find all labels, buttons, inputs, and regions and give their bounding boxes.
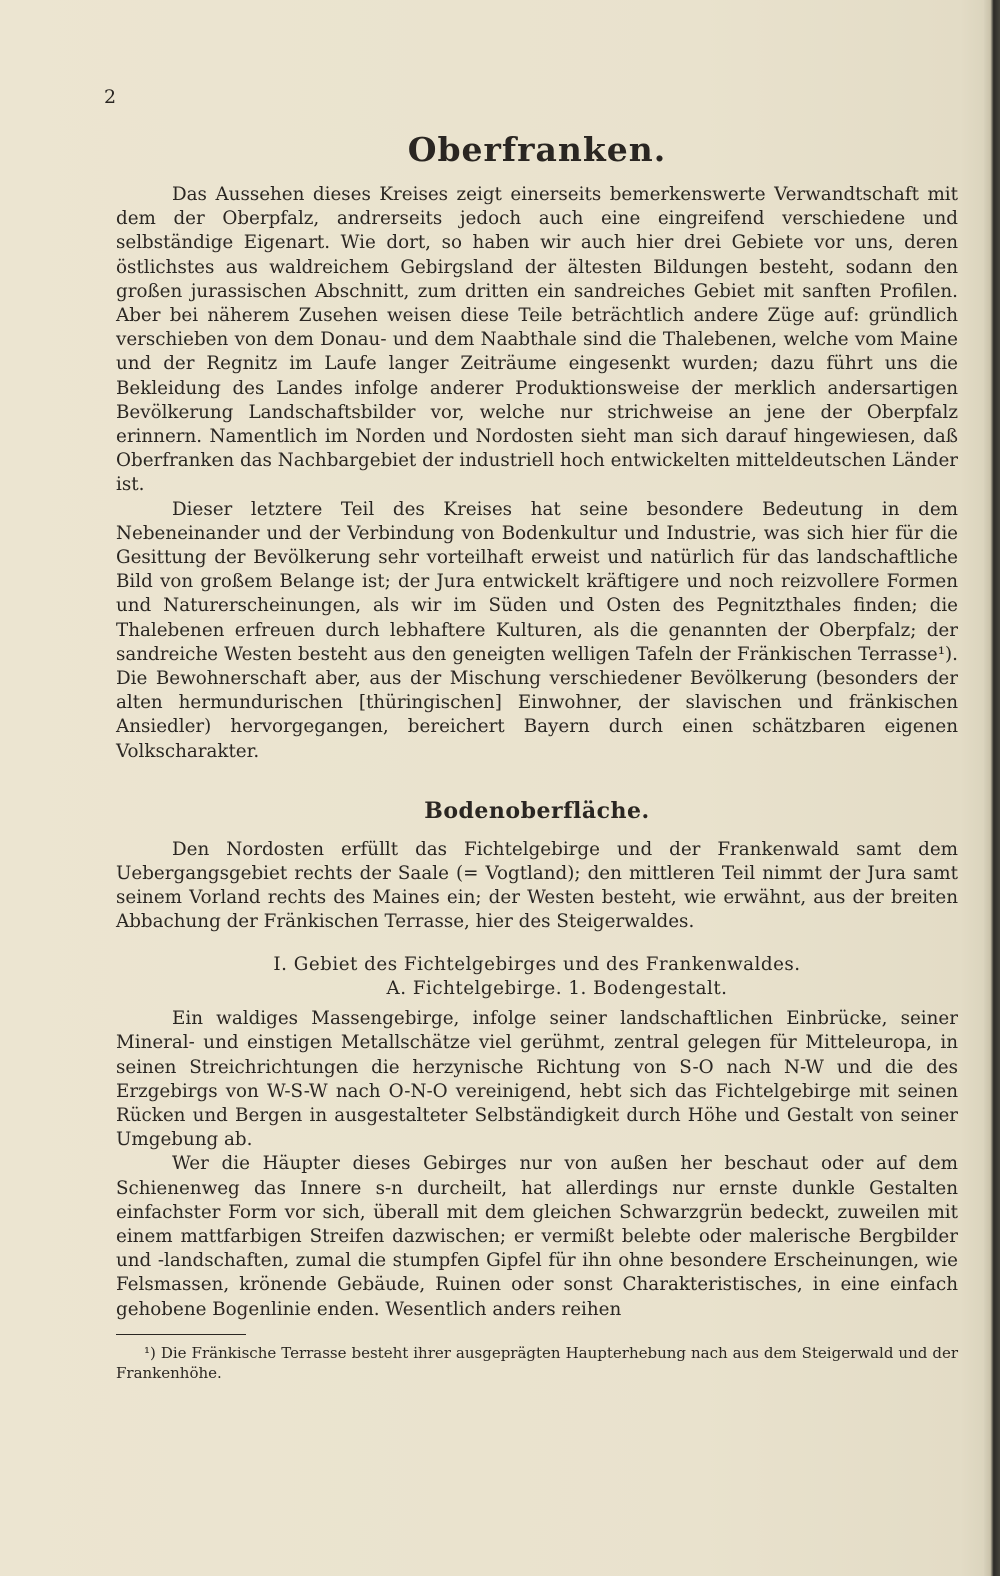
intro-paragraph-2: Dieser letztere Teil des Kreises hat seine besondere Bedeutung in dem Nebeneinander und der Verbindung von Bodenkultur und Industrie, was sich hier für die Gesittung der Bevölkerung sehr vorteilhaft erweist und natürlich für das landschaftliche Bild von großem Belange ist; der Jura entwickelt kräftigere und noch reizvollere Formen und Naturerscheinungen, als wir im Süden und Osten des Pegnitzthales finden; die Thalebenen erfreuen durch lebhaftere Kulturen, als die genannten der Oberpfalz; der sandreiche Westen besteht aus den geneigten welligen Tafeln der Fränkischen Terrasse¹). Die Bewohnerschaft aber, aus der Mischung verschiedener Bevölkerung (besonders der alten hermundurischen [thüringischen] Einwohner, der slavischen und fränkischen Ansiedler) hervorgegangen, bereichert Bayern durch einen schätzbaren eigenen Volkscharakter. xyxy=(116,498,958,762)
intro-paragraph-1: Das Aussehen dieses Kreises zeigt einerseits bemerkenswerte Verwandtschaft mit dem der Oberpfalz, andrerseits jedoch auch eine eingreifend verschiedene und selbständige Eigenart. Wie dort, so haben wir auch hier drei Gebiete vor uns, deren östlichstes aus waldreichem Gebirgsland der ältesten Bildungen besteht, sodann den großen jurassischen Abschnitt, zum dritten ein sandreiches Gebiet mit sanften Profilen. Aber bei näherem Zusehen weisen diese Teile beträchtlich andere Züge auf: gründlich verschieben von dem Donau- und dem Naabthale sind die Thalebenen, welche vom Maine und der Regnitz im Laufe langer Zeiträume eingesenkt wurden; dazu führt uns die Bekleidung des Landes infolge anderer Produktionsweise der merklich andersartigen Bevölkerung Landschaftsbilder vor, welche nur strichweise an jene der Oberpfalz erinnern. Namentlich im Norden und Nordosten sieht man sich darauf hingewiesen, daß Oberfranken das Nachbargebiet der industriell hoch entwickelten mitteldeutschen Länder ist. xyxy=(116,184,958,496)
section-paragraph: Den Nordosten erfüllt das Fichtelgebirge und der Frankenwald samt dem Uebergangsgebiet rechts der Saale (= Vogtland); den mittleren Teil nimmt der Jura samt seinem Vorland rechts des Maines ein; der Westen besteht, wie erwähnt, aus der breiten Abbachung der Fränkischen Terrasse, hier des Steigerwaldes. xyxy=(116,838,958,933)
page-number: 2 xyxy=(104,86,117,108)
footnote: ¹) Die Fränkische Terrasse besteht ihrer ausgeprägten Haupterhebung nach aus dem Steigerwald und der Frankenhöhe. xyxy=(116,1343,958,1382)
body-paragraph-2: Wer die Häupter dieses Gebirges nur von außen her beschaut oder auf dem Schienenweg das Innere s-n durcheilt, hat allerdings nur ernste dunkle Gestalten einfachster Form vor sich, überall mit dem gleichen Schwarzgrün bedeckt, zuweilen mit einem mattfarbigen Streifen dazwischen; er vermißt belebte oder malerische Bergbilder und -landschaften, zumal die stumpfen Gipfel für ihn ohne besondere Erscheinungen, wie Felsmassen, krönende Gebäude, Ruinen oder sonst Charakteristisches, in eine einfach gehobene Bogenlinie enden. Wesentlich anders reihen xyxy=(116,1153,958,1320)
page-content xyxy=(116,130,958,1383)
section-heading: Bodenoberfläche. xyxy=(424,797,650,824)
body-paragraph-1: Ein waldiges Massengebirge, infolge seiner landschaftlichen Einbrücke, seiner Mineral- und einstigen Metallschätze viel gerühmt, zentral gelegen für Mitteleuropa, in seinen Streichrichtungen die herzynische Richtung von S-O nach N-W und die des Erzgebirgs von W-S-W nach O-N-O vereinigend, hebt sich das Fichtelgebirge mit seinen Rücken und Bergen in ausgestalteter Selbständigkeit durch Höhe und Gestalt von seiner Umgebung ab. xyxy=(116,1008,958,1151)
page-edge-shadow xyxy=(984,0,1000,1576)
subheading-topic: A. Fichtelgebirge. 1. Bodengestalt. xyxy=(386,977,728,999)
chapter-title: Oberfranken. xyxy=(407,130,667,169)
footnote-rule xyxy=(116,1334,246,1335)
subheading-region: I. Gebiet des Fichtelgebirges und des Frankenwaldes. xyxy=(273,953,801,975)
